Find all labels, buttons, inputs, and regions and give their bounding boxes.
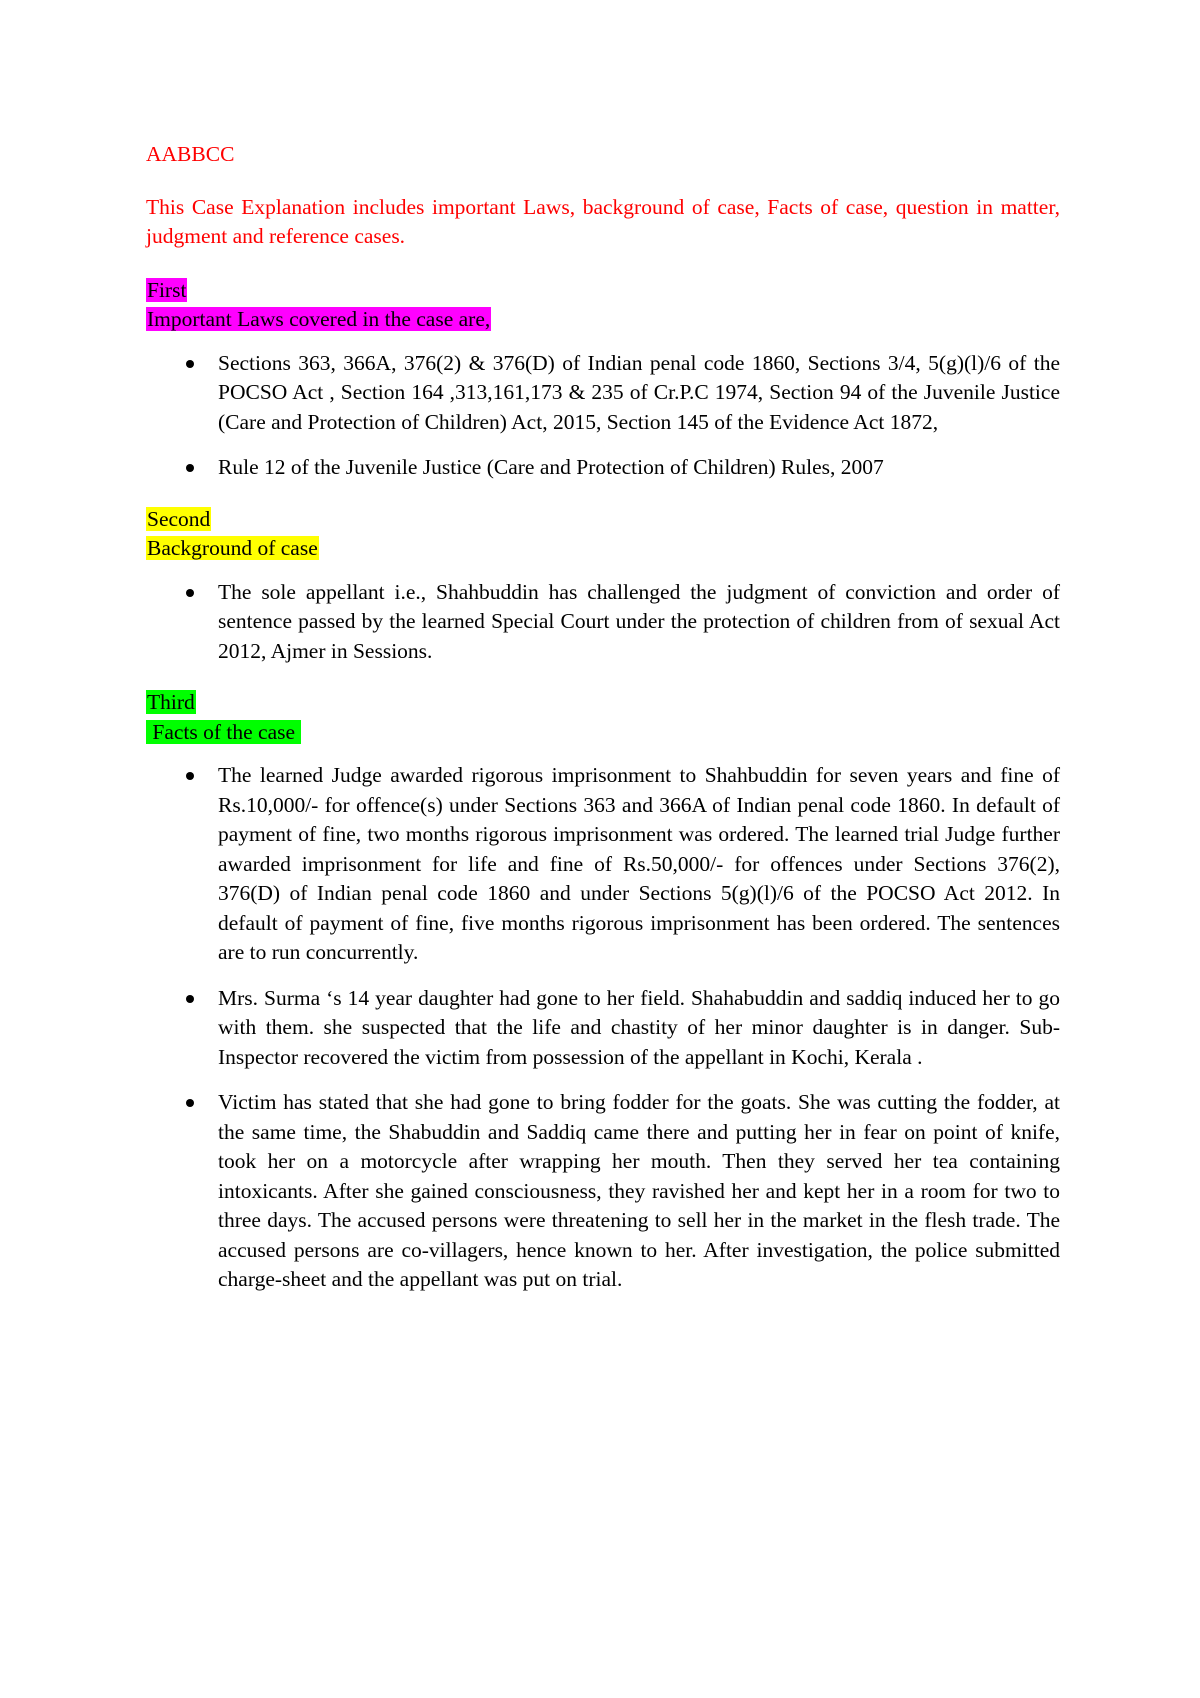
list-item: [146, 1088, 1060, 1295]
bullet-icon: [186, 589, 194, 597]
list-item: [146, 984, 1060, 1073]
list-item: [146, 578, 1060, 667]
bullet-icon: [186, 1099, 194, 1107]
bullet-icon: [186, 360, 194, 368]
bullet-icon: [186, 995, 194, 1003]
bullet-icon: [186, 464, 194, 472]
list-item: [146, 453, 1060, 483]
section-third-label: Third: [147, 690, 195, 714]
list-item-text: Victim has stated that she had gone to bring fodder for the goats. She was cutting the fodder, at the same time, the Shabuddin and Saddiq came there and putting her in fear on point of knife, took her on a motorcycle after wrapping her mouth. Then they served her tea containing intoxicants. After she gained consciousness, they ravished her and kept her in a room for two to three days. The accused persons were threatening to sell her in the market in the flesh trade. The accused persons are co-villagers, hence known to her. After investigation, the police submitted charge-sheet and the appellant was put on trial.: [218, 1090, 1060, 1291]
section-second-list: [146, 578, 1060, 667]
list-item-text: Mrs. Surma ‘s 14 year daughter had gone to her field. Shahabuddin and saddiq induced her to go with them. she suspected that the life and chastity of her minor daughter is in danger. Sub-Inspector recovered the victim from possession of the appellant in Kochi, Kerala .: [218, 985, 1060, 1069]
section-second-label: Second: [147, 506, 211, 531]
section-third-heading: Facts of the case: [147, 719, 301, 744]
section-second-heading: Background of case: [147, 536, 318, 560]
list-item-text: Rule 12 of the Juvenile Justice (Care and Protection of Children) Rules, 2007: [218, 455, 884, 479]
section-first: [146, 276, 1060, 483]
list-item-text: The sole appellant i.e., Shahbuddin has challenged the judgment of conviction and order of sentence passed by the learned Special Court under the protection of children from of sexual Act 2012, Ajmer in Sessions.: [218, 579, 1060, 663]
list-item-text: The learned Judge awarded rigorous imprisonment to Shahbuddin for seven years and fine of Rs.10,000/- for offence(s) under Sections 363 and 366A of Indian penal code 1860. In default of payment of fine, two months rigorous imprisonment was ordered. The learned trial Judge further awarded imprisonment for life and fine of Rs.50,000/- for offences under Sections 376(2), 376(D) of Indian penal code 1860 and under Sections 5(g)(l)/6 of the POCSO Act 2012. In default of payment of fine, five months rigorous imprisonment has been ordered. The sentences are to run concurrently.: [218, 763, 1060, 964]
section-first-heading: Important Laws covered in the case are,: [147, 307, 491, 331]
list-item-text: Sections 363, 366A, 376(2) & 376(D) of Indian penal code 1860, Sections 3/4, 5(g)(l)/6 of the POCSO Act , Section 164 ,313,161,173 & 235 of Cr.P.C 1974, Section 94 of the Juvenile Justice (Care and Protection of Children) Act, 2015, Section 145 of the Evidence Act 1872,: [218, 350, 1060, 434]
section-first-label: First: [147, 277, 187, 302]
list-item: [146, 761, 1060, 968]
bullet-icon: [186, 772, 194, 780]
section-third: [146, 688, 1060, 1295]
document-code: AABBCC: [146, 142, 235, 166]
section-second: [146, 505, 1060, 667]
list-item: [146, 349, 1060, 438]
section-third-list: [146, 761, 1060, 1295]
document-intro: This Case Explanation includes important Laws, background of case, Facts of case, question in matter, judgment and reference cases.: [146, 194, 1060, 248]
section-first-list: [146, 349, 1060, 483]
